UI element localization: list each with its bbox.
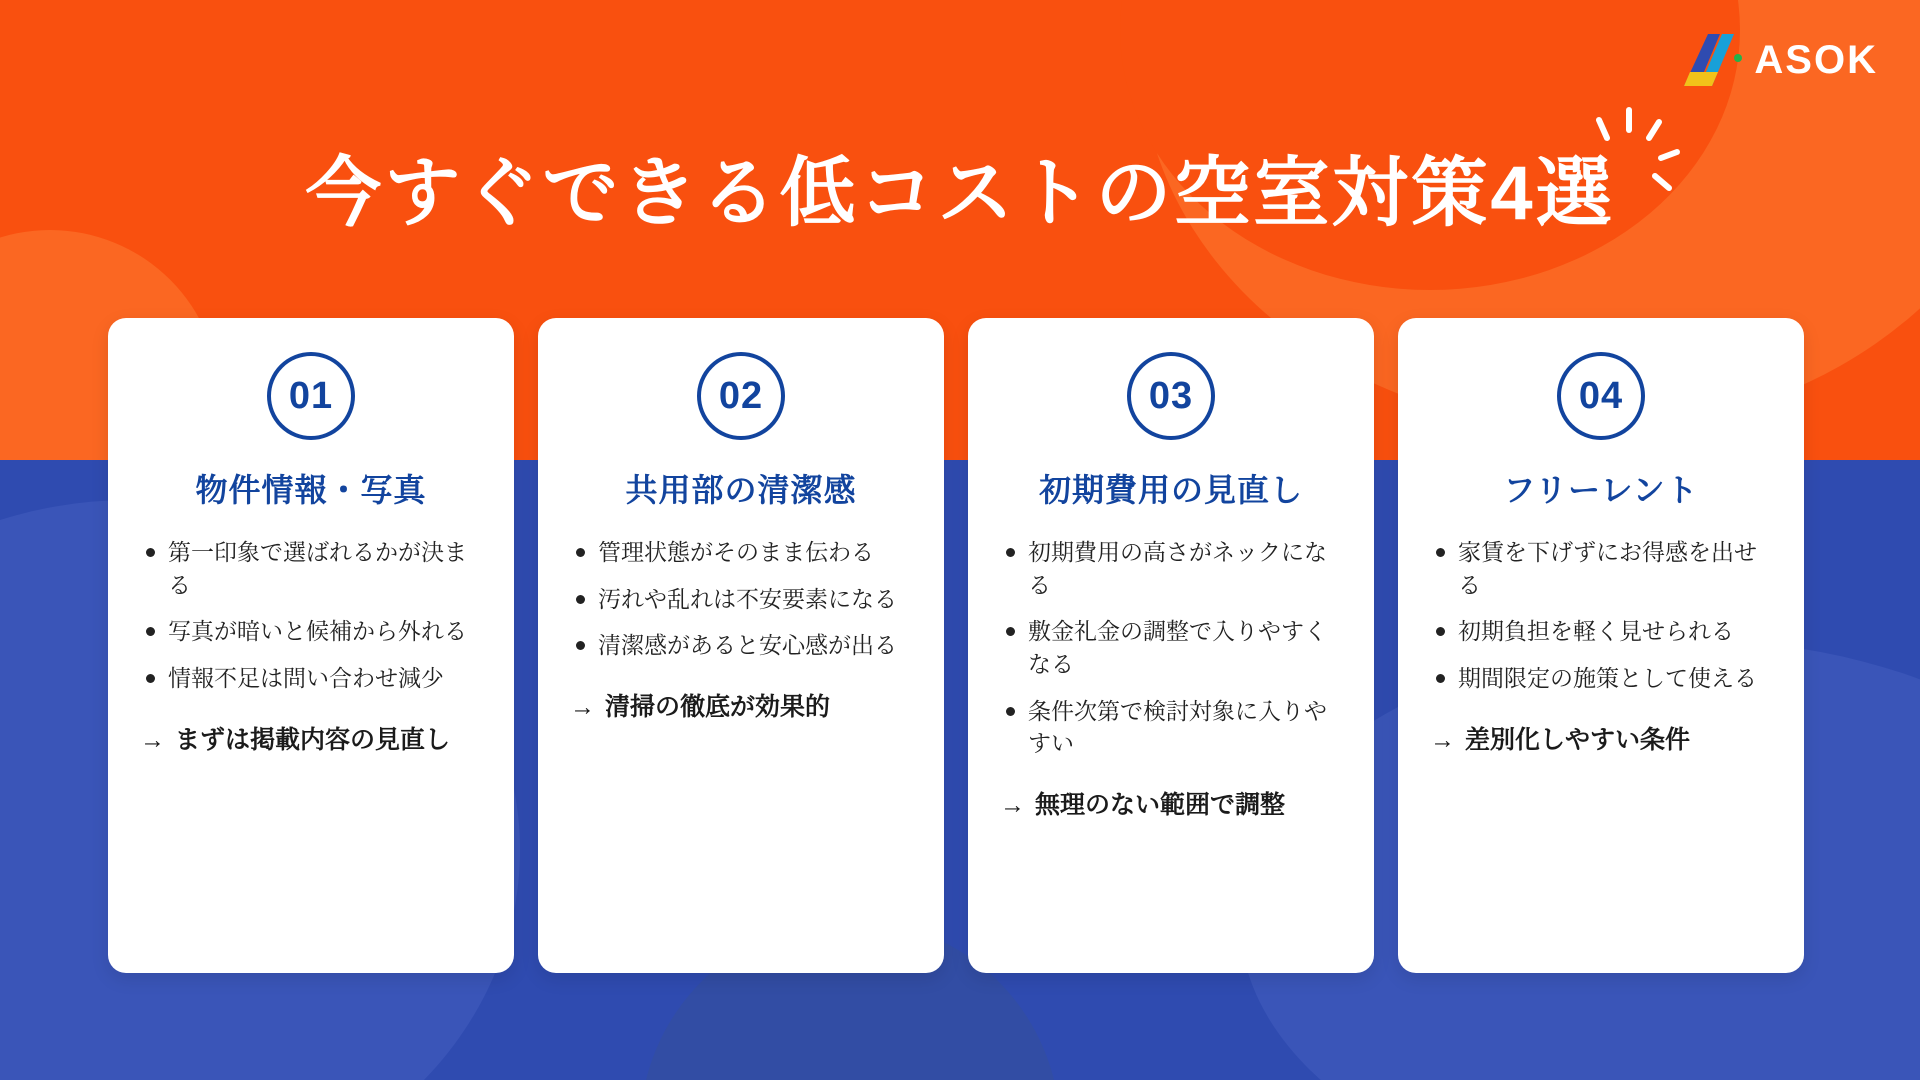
card-bullet-list — [994, 536, 1348, 774]
brand-logo-text: ASOK — [1754, 38, 1878, 82]
card-number-badge: 03 — [1127, 352, 1215, 440]
card-number-badge: 02 — [697, 352, 785, 440]
card-01 — [108, 318, 514, 973]
card-title: フリーレント — [1503, 472, 1699, 508]
card-bullet-list — [564, 536, 918, 676]
card-bullet-list — [134, 536, 488, 709]
card-conclusion-text: 差別化しやすい条件 — [1465, 725, 1691, 754]
card-conclusion — [994, 788, 1348, 823]
card-conclusion-text: 無理のない範囲で調整 — [1035, 790, 1286, 819]
card-02 — [538, 318, 944, 973]
card-title: 共用部の清潔感 — [625, 472, 857, 508]
card-number-badge: 01 — [267, 352, 355, 440]
card-bullet-list — [1424, 536, 1778, 709]
arrow-icon: → — [570, 692, 595, 721]
card-number-badge: 04 — [1557, 352, 1645, 440]
card-title: 初期費用の見直し — [1038, 472, 1303, 508]
list-item: 家賃を下げずにお得感を出せる — [1430, 536, 1778, 601]
arrow-icon: → — [1430, 725, 1455, 754]
card-conclusion — [134, 723, 488, 758]
arrow-icon: → — [140, 725, 165, 754]
title-container — [0, 150, 1920, 237]
page-title — [305, 150, 1614, 237]
cards-row — [108, 318, 1822, 973]
list-item: 管理状態がそのまま伝わる — [570, 536, 918, 569]
list-item: 初期費用の高さがネックになる — [1000, 536, 1348, 601]
list-item: 情報不足は問い合わせ減少 — [140, 662, 488, 695]
brand-logo — [1678, 32, 1878, 88]
card-conclusion — [564, 690, 918, 725]
arrow-icon: → — [1000, 790, 1025, 819]
list-item: 汚れや乱れは不安要素になる — [570, 583, 918, 616]
card-title: 物件情報・写真 — [195, 472, 427, 508]
asok-logo-mark-icon — [1678, 32, 1744, 88]
card-conclusion-text: 清掃の徹底が効果的 — [605, 692, 831, 721]
list-item: 条件次第で検討対象に入りやすい — [1000, 695, 1348, 760]
card-04 — [1398, 318, 1804, 973]
card-03 — [968, 318, 1374, 973]
list-item: 写真が暗いと候補から外れる — [140, 615, 488, 648]
list-item: 敷金礼金の調整で入りやすくなる — [1000, 615, 1348, 680]
list-item: 第一印象で選ばれるかが決まる — [140, 536, 488, 601]
page-title-text: 今すぐできる低コストの空室対策4選 — [305, 151, 1615, 236]
sparkle-icon — [1577, 104, 1681, 208]
list-item: 初期負担を軽く見せられる — [1430, 615, 1778, 648]
list-item: 期間限定の施策として使える — [1430, 662, 1778, 695]
card-conclusion — [1424, 723, 1778, 758]
list-item: 清潔感があると安心感が出る — [570, 629, 918, 662]
card-conclusion-text: まずは掲載内容の見直し — [175, 725, 451, 754]
